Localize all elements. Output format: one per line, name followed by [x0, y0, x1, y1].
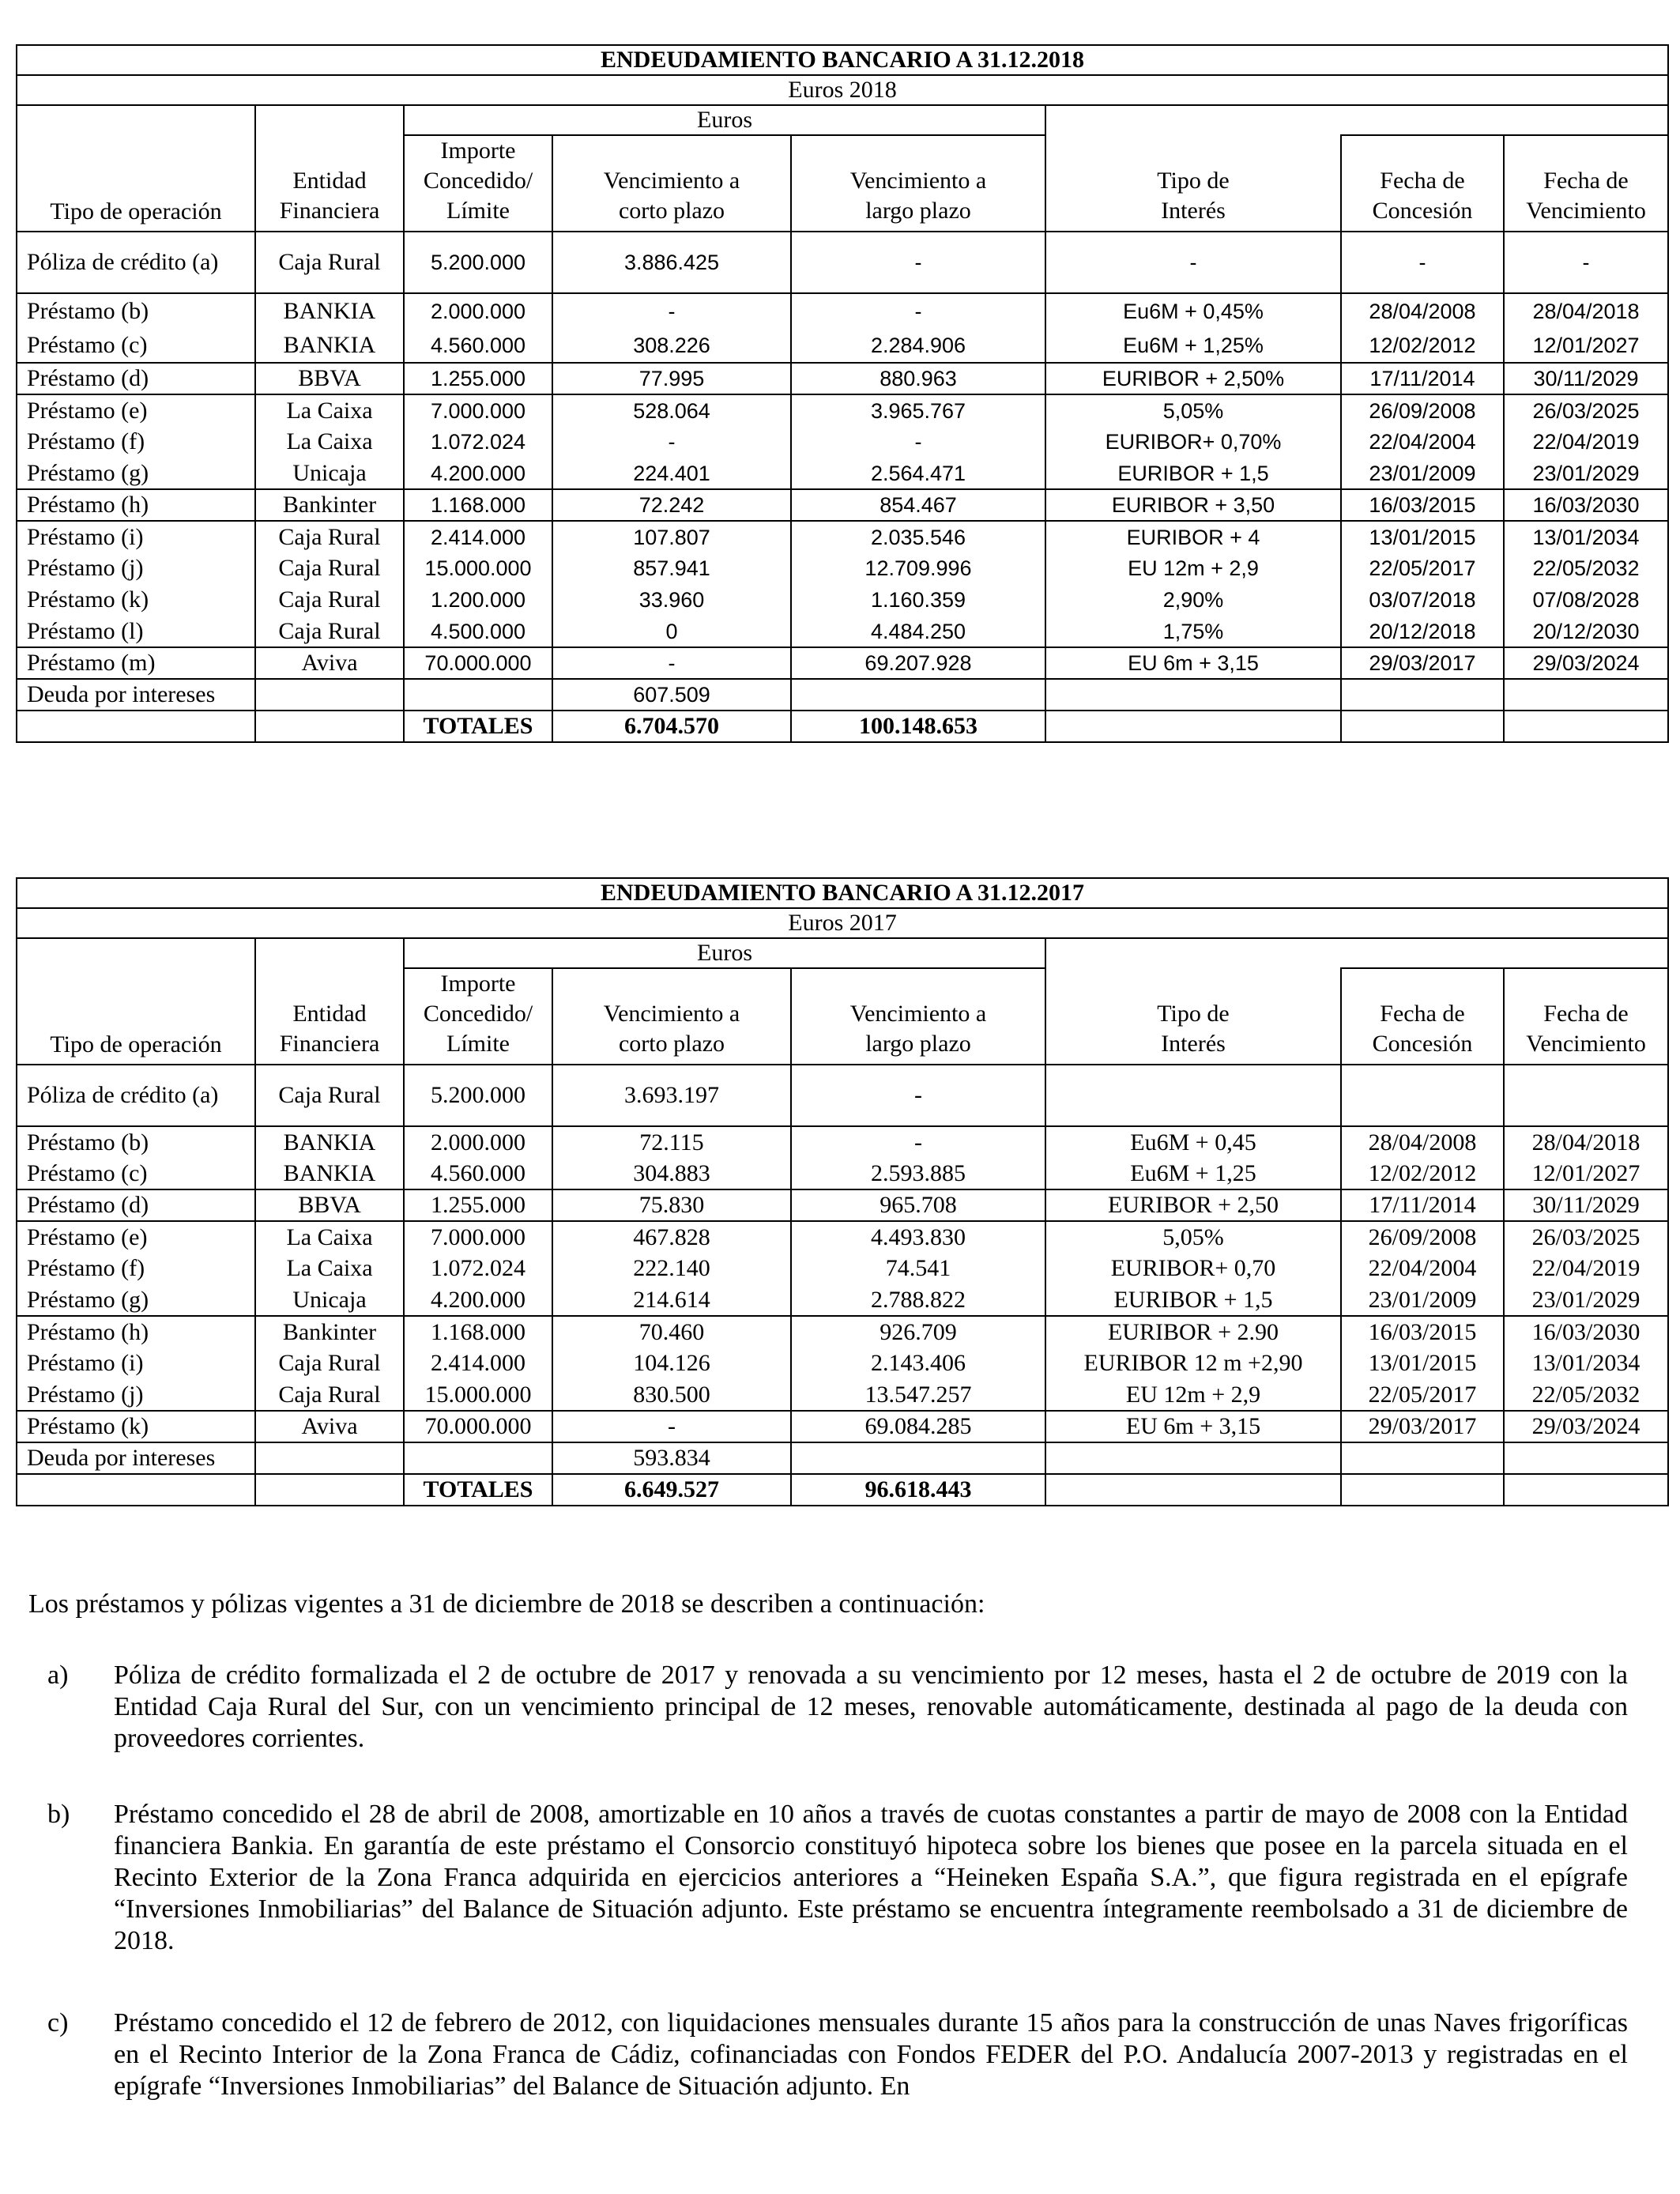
cell-interes: Eu6M + 0,45% [1045, 293, 1341, 328]
cell-importe: 15.000.000 [404, 552, 552, 584]
totales-label: TOTALES [404, 711, 552, 742]
cell-interes: EURIBOR+ 0,70 [1045, 1253, 1341, 1284]
cell-corto: 75.830 [552, 1189, 791, 1221]
cell-vencimiento: 22/05/2032 [1504, 552, 1668, 584]
cell-importe: 2.000.000 [404, 1126, 552, 1158]
cell-largo: 69.207.928 [791, 647, 1045, 679]
cell-vencimiento: 23/01/2029 [1504, 1284, 1668, 1316]
cell-corto: 224.401 [552, 458, 791, 489]
cell-op: Préstamo (h) [17, 489, 255, 521]
cell-entidad: Caja Rural [255, 1348, 404, 1379]
cell-vencimiento: 29/03/2024 [1504, 1411, 1668, 1442]
cell-entidad: La Caixa [255, 1221, 404, 1253]
cell-concesion: 26/09/2008 [1341, 394, 1504, 426]
cell-op: Préstamo (j) [17, 552, 255, 584]
cell-op: Préstamo (c) [17, 328, 255, 363]
header-entidad: Entidad Financiera [255, 938, 404, 1065]
cell-interes: EURIBOR + 2.90 [1045, 1316, 1341, 1348]
cell-corto: 70.460 [552, 1316, 791, 1348]
cell-interes: EURIBOR + 1,5 [1045, 1284, 1341, 1316]
cell-corto: 3.693.197 [552, 1065, 791, 1126]
cell-importe: 2.414.000 [404, 521, 552, 552]
cell-op: Préstamo (b) [17, 293, 255, 328]
cell-entidad: La Caixa [255, 394, 404, 426]
cell-importe: 15.000.000 [404, 1379, 552, 1411]
cell-importe: 5.200.000 [404, 232, 552, 293]
table-subtitle: Euros 2018 [17, 75, 1668, 105]
cell-entidad: BBVA [255, 363, 404, 394]
cell-entidad: Caja Rural [255, 552, 404, 584]
cell-largo: 2.593.885 [791, 1158, 1045, 1189]
cell-interes: Eu6M + 1,25% [1045, 328, 1341, 363]
cell-concesion: 22/05/2017 [1341, 552, 1504, 584]
cell-importe: 4.560.000 [404, 1158, 552, 1189]
cell-concesion: 22/04/2004 [1341, 426, 1504, 458]
header-vencimiento: Fecha de Vencimiento [1504, 135, 1668, 232]
cell-largo: 2.788.822 [791, 1284, 1045, 1316]
table-row [17, 426, 1668, 458]
cell-op: Préstamo (b) [17, 1126, 255, 1158]
cell-entidad: Caja Rural [255, 232, 404, 293]
cell-interes: EURIBOR + 2,50 [1045, 1189, 1341, 1221]
cell-corto: 33.960 [552, 584, 791, 616]
cell-entidad: Unicaja [255, 1284, 404, 1316]
table-row [17, 232, 1668, 293]
cell-largo: 2.564.471 [791, 458, 1045, 489]
cell-entidad: Bankinter [255, 489, 404, 521]
cell-interes: EURIBOR + 3,50 [1045, 489, 1341, 521]
table-row [17, 328, 1668, 363]
cell-vencimiento: 30/11/2029 [1504, 363, 1668, 394]
cell-largo: 965.708 [791, 1189, 1045, 1221]
cell-op: Póliza de crédito (a) [17, 1065, 255, 1126]
cell-corto: 107.807 [552, 521, 791, 552]
cell-entidad: BBVA [255, 1189, 404, 1221]
cell-concesion: 28/04/2008 [1341, 293, 1504, 328]
cell-corto: 0 [552, 616, 791, 647]
cell-entidad: Caja Rural [255, 616, 404, 647]
cell-vencimiento: - [1504, 232, 1668, 293]
totales-label: TOTALES [404, 1474, 552, 1506]
header-largo: Vencimiento a largo plazo [791, 135, 1045, 232]
cell-corto: 830.500 [552, 1379, 791, 1411]
cell-op: Préstamo (j) [17, 1379, 255, 1411]
total-largo: 100.148.653 [791, 711, 1045, 742]
cell-corto: 214.614 [552, 1284, 791, 1316]
cell-importe: 2.000.000 [404, 293, 552, 328]
header-blank [1045, 938, 1668, 968]
cell-importe: 4.560.000 [404, 328, 552, 363]
table-title: ENDEUDAMIENTO BANCARIO A 31.12.2018 [17, 45, 1668, 75]
cell-importe: 1.255.000 [404, 1189, 552, 1221]
cell-importe: 70.000.000 [404, 647, 552, 679]
cell-vencimiento: 22/05/2032 [1504, 1379, 1668, 1411]
header-tipo: Tipo de operación [17, 105, 255, 232]
table-title: ENDEUDAMIENTO BANCARIO A 31.12.2017 [17, 878, 1668, 908]
cell-op: Préstamo (i) [17, 521, 255, 552]
cell-entidad: Caja Rural [255, 1065, 404, 1126]
header-tipo: Tipo de operación [17, 938, 255, 1065]
cell-op: Préstamo (k) [17, 584, 255, 616]
table-2017 [16, 877, 1669, 1506]
table-row [17, 521, 1668, 552]
cell-entidad: Caja Rural [255, 584, 404, 616]
cell-vencimiento: 16/03/2030 [1504, 1316, 1668, 1348]
cell-corto: - [552, 647, 791, 679]
note-text: Préstamo concedido el 12 de febrero de 2012, con liquidaciones mensuales durante 15 años para la construcción de unas Naves frigoríficas en el Recinto Interior de la Zona Franca de Cádiz, cofinanciadas con Fondos FEDER del P.O. Andalucía 2007-2013 y registradas en el epígrafe “Inversiones Inmobiliarias” del Balance de Situación adjunto. En [114, 2008, 1628, 2101]
table-row [17, 1158, 1668, 1189]
cell-entidad: BANKIA [255, 1158, 404, 1189]
cell-interes: 5,05% [1045, 1221, 1341, 1253]
table-2018 [16, 44, 1669, 743]
cell-importe: 5.200.000 [404, 1065, 552, 1126]
note-b [47, 1799, 1628, 1957]
cell-concesion: 29/03/2017 [1341, 647, 1504, 679]
header-interes: Tipo de Interés [1045, 968, 1341, 1065]
cell-vencimiento: 13/01/2034 [1504, 1348, 1668, 1379]
cell-entidad: Unicaja [255, 458, 404, 489]
cell-op: Préstamo (e) [17, 1221, 255, 1253]
header-blank [1045, 105, 1668, 135]
cell-interes: EU 6m + 3,15 [1045, 647, 1341, 679]
note-text: Préstamo concedido el 28 de abril de 2008, amortizable en 10 años a través de cuotas constantes a partir de mayo de 2008 con la Entidad financiera Bankia. En garantía de este préstamo el Consorcio constituyó hipoteca sobre los bienes que posee en la parcela situada en el Recinto Exterior de la Zona Franca adquirida en ejercicios anteriores a “Heineken España S.A.”, que figura registrada en el epígrafe “Inversiones Inmobiliarias” del Balance de Situación adjunto. Este préstamo se encuentra íntegramente reembolsado a 31 de diciembre de 2018. [114, 1800, 1628, 1955]
note-a [47, 1660, 1628, 1755]
cell-concesion: 22/05/2017 [1341, 1379, 1504, 1411]
table-row [17, 1189, 1668, 1221]
cell-largo: 12.709.996 [791, 552, 1045, 584]
cell-vencimiento: 30/11/2029 [1504, 1189, 1668, 1221]
total-corto: 6.704.570 [552, 711, 791, 742]
cell-corto: 308.226 [552, 328, 791, 363]
cell-interes: EU 6m + 3,15 [1045, 1411, 1341, 1442]
cell-importe: 1.168.000 [404, 489, 552, 521]
cell-entidad: La Caixa [255, 1253, 404, 1284]
cell-corto: 77.995 [552, 363, 791, 394]
cell-corto: 857.941 [552, 552, 791, 584]
table-row [17, 616, 1668, 647]
header-concesion: Fecha de Concesión [1341, 135, 1504, 232]
cell-vencimiento: 16/03/2030 [1504, 489, 1668, 521]
cell-vencimiento: 26/03/2025 [1504, 1221, 1668, 1253]
cell-concesion: 16/03/2015 [1341, 1316, 1504, 1348]
cell-vencimiento: 07/08/2028 [1504, 584, 1668, 616]
cell-corto: 72.115 [552, 1126, 791, 1158]
header-euros: Euros [404, 105, 1045, 135]
deuda-corto: 593.834 [552, 1442, 791, 1474]
header-largo: Vencimiento a largo plazo [791, 968, 1045, 1065]
cell-concesion: 23/01/2009 [1341, 458, 1504, 489]
cell-entidad: Aviva [255, 1411, 404, 1442]
header-entidad: Entidad Financiera [255, 105, 404, 232]
note-label: c) [47, 2008, 69, 2038]
table-row [17, 1316, 1668, 1348]
deuda-label: Deuda por intereses [17, 1442, 255, 1474]
cell-corto: 104.126 [552, 1348, 791, 1379]
table-subtitle: Euros 2017 [17, 908, 1668, 938]
header-vencimiento: Fecha de Vencimiento [1504, 968, 1668, 1065]
cell-largo: 880.963 [791, 363, 1045, 394]
cell-entidad: La Caixa [255, 426, 404, 458]
cell-op: Préstamo (d) [17, 1189, 255, 1221]
deuda-corto: 607.509 [552, 679, 791, 711]
cell-concesion: 28/04/2008 [1341, 1126, 1504, 1158]
cell-concesion: 26/09/2008 [1341, 1221, 1504, 1253]
cell-importe: 7.000.000 [404, 394, 552, 426]
cell-interes: EU 12m + 2,9 [1045, 552, 1341, 584]
cell-interes: 1,75% [1045, 616, 1341, 647]
intro-text: Los préstamos y pólizas vigentes a 31 de diciembre de 2018 se describen a continuación: [28, 1589, 985, 1619]
cell-importe: 4.500.000 [404, 616, 552, 647]
note-label: b) [47, 1800, 70, 1829]
cell-concesion: 03/07/2018 [1341, 584, 1504, 616]
cell-vencimiento: 26/03/2025 [1504, 394, 1668, 426]
table-row [17, 1284, 1668, 1316]
cell-corto: - [552, 1411, 791, 1442]
cell-interes: EURIBOR 12 m +2,90 [1045, 1348, 1341, 1379]
cell-interes: 5,05% [1045, 394, 1341, 426]
table-row [17, 647, 1668, 679]
cell-corto: 467.828 [552, 1221, 791, 1253]
cell-concesion: - [1341, 232, 1504, 293]
cell-importe: 1.072.024 [404, 1253, 552, 1284]
cell-importe: 1.072.024 [404, 426, 552, 458]
cell-largo: 1.160.359 [791, 584, 1045, 616]
cell-interes: EU 12m + 2,9 [1045, 1379, 1341, 1411]
cell-corto: 528.064 [552, 394, 791, 426]
cell-op: Préstamo (f) [17, 1253, 255, 1284]
cell-importe: 1.168.000 [404, 1316, 552, 1348]
cell-op: Préstamo (l) [17, 616, 255, 647]
cell-concesion: 17/11/2014 [1341, 363, 1504, 394]
cell-importe: 4.200.000 [404, 458, 552, 489]
table-row [17, 293, 1668, 328]
cell-interes: Eu6M + 1,25 [1045, 1158, 1341, 1189]
cell-interes: EURIBOR + 1,5 [1045, 458, 1341, 489]
header-importe: Importe Concedido/ Límite [404, 135, 552, 232]
cell-op: Préstamo (m) [17, 647, 255, 679]
cell-interes: EURIBOR + 2,50% [1045, 363, 1341, 394]
cell-largo: 2.284.906 [791, 328, 1045, 363]
header-corto: Vencimiento a corto plazo [552, 135, 791, 232]
table-row [17, 1411, 1668, 1442]
note-label: a) [47, 1661, 69, 1690]
cell-largo: 74.541 [791, 1253, 1045, 1284]
table-row [17, 1379, 1668, 1411]
table-row [17, 458, 1668, 489]
cell-concesion: 12/02/2012 [1341, 1158, 1504, 1189]
note-text: Póliza de crédito formalizada el 2 de octubre de 2017 y renovada a su vencimiento por 12 meses, hasta el 2 de octubre de 2019 con la Entidad Caja Rural del Sur, con un vencimiento principal de 12 meses, renovable automáticamente, destinada al pago de la deuda con proveedores corrientes. [114, 1661, 1628, 1753]
table-row [17, 489, 1668, 521]
cell-op: Préstamo (h) [17, 1316, 255, 1348]
header-interes: Tipo de Interés [1045, 135, 1341, 232]
cell-largo: - [791, 1065, 1045, 1126]
cell-largo: 69.084.285 [791, 1411, 1045, 1442]
table-row [17, 394, 1668, 426]
cell-op: Préstamo (f) [17, 426, 255, 458]
cell-corto: 222.140 [552, 1253, 791, 1284]
cell-corto: 3.886.425 [552, 232, 791, 293]
table-row [17, 584, 1668, 616]
cell-importe: 2.414.000 [404, 1348, 552, 1379]
cell-largo: - [791, 293, 1045, 328]
cell-vencimiento: 23/01/2029 [1504, 458, 1668, 489]
cell-importe: 4.200.000 [404, 1284, 552, 1316]
cell-corto: - [552, 426, 791, 458]
deuda-label: Deuda por intereses [17, 679, 255, 711]
cell-interes: EURIBOR+ 0,70% [1045, 426, 1341, 458]
cell-concesion: 13/01/2015 [1341, 521, 1504, 552]
cell-op: Préstamo (k) [17, 1411, 255, 1442]
header-importe: Importe Concedido/ Límite [404, 968, 552, 1065]
cell-op: Préstamo (i) [17, 1348, 255, 1379]
cell-vencimiento: 22/04/2019 [1504, 426, 1668, 458]
cell-vencimiento: 28/04/2018 [1504, 293, 1668, 328]
table-row [17, 1065, 1668, 1126]
table-row [17, 552, 1668, 584]
cell-importe: 1.200.000 [404, 584, 552, 616]
cell-largo: 2.143.406 [791, 1348, 1045, 1379]
cell-largo: 13.547.257 [791, 1379, 1045, 1411]
cell-op: Préstamo (g) [17, 458, 255, 489]
cell-vencimiento: 12/01/2027 [1504, 1158, 1668, 1189]
cell-importe: 7.000.000 [404, 1221, 552, 1253]
cell-corto: - [552, 293, 791, 328]
cell-interes: EURIBOR + 4 [1045, 521, 1341, 552]
cell-interes: - [1045, 232, 1341, 293]
cell-concesion: 22/04/2004 [1341, 1253, 1504, 1284]
cell-interes: Eu6M + 0,45 [1045, 1126, 1341, 1158]
cell-op: Préstamo (e) [17, 394, 255, 426]
cell-corto: 304.883 [552, 1158, 791, 1189]
cell-largo: - [791, 426, 1045, 458]
cell-entidad: BANKIA [255, 328, 404, 363]
cell-entidad: Caja Rural [255, 521, 404, 552]
cell-entidad: Aviva [255, 647, 404, 679]
header-concesion: Fecha de Concesión [1341, 968, 1504, 1065]
cell-interes: 2,90% [1045, 584, 1341, 616]
cell-concesion: 23/01/2009 [1341, 1284, 1504, 1316]
cell-vencimiento: 13/01/2034 [1504, 521, 1668, 552]
cell-vencimiento: 20/12/2030 [1504, 616, 1668, 647]
cell-entidad: BANKIA [255, 1126, 404, 1158]
header-euros: Euros [404, 938, 1045, 968]
cell-entidad: Caja Rural [255, 1379, 404, 1411]
cell-largo: 926.709 [791, 1316, 1045, 1348]
table-row [17, 1348, 1668, 1379]
cell-corto: 72.242 [552, 489, 791, 521]
cell-concesion: 17/11/2014 [1341, 1189, 1504, 1221]
cell-vencimiento: 29/03/2024 [1504, 647, 1668, 679]
cell-largo: 2.035.546 [791, 521, 1045, 552]
cell-op: Préstamo (g) [17, 1284, 255, 1316]
total-largo: 96.618.443 [791, 1474, 1045, 1506]
note-c [47, 2007, 1628, 2102]
cell-importe: 1.255.000 [404, 363, 552, 394]
cell-concesion: 12/02/2012 [1341, 328, 1504, 363]
cell-largo: 854.467 [791, 489, 1045, 521]
cell-importe: 70.000.000 [404, 1411, 552, 1442]
cell-concesion: 13/01/2015 [1341, 1348, 1504, 1379]
cell-largo: 3.965.767 [791, 394, 1045, 426]
cell-op: Póliza de crédito (a) [17, 232, 255, 293]
cell-largo: 4.484.250 [791, 616, 1045, 647]
table-row [17, 1253, 1668, 1284]
cell-op: Préstamo (d) [17, 363, 255, 394]
cell-vencimiento: 12/01/2027 [1504, 328, 1668, 363]
table-row [17, 1221, 1668, 1253]
cell-vencimiento: 22/04/2019 [1504, 1253, 1668, 1284]
cell-vencimiento: 28/04/2018 [1504, 1126, 1668, 1158]
table-row [17, 1126, 1668, 1158]
total-corto: 6.649.527 [552, 1474, 791, 1506]
cell-largo: - [791, 232, 1045, 293]
cell-concesion: 29/03/2017 [1341, 1411, 1504, 1442]
cell-op: Préstamo (c) [17, 1158, 255, 1189]
cell-largo: - [791, 1126, 1045, 1158]
cell-entidad: Bankinter [255, 1316, 404, 1348]
cell-concesion: 20/12/2018 [1341, 616, 1504, 647]
cell-concesion: 16/03/2015 [1341, 489, 1504, 521]
cell-largo: 4.493.830 [791, 1221, 1045, 1253]
table-row [17, 363, 1668, 394]
cell-entidad: BANKIA [255, 293, 404, 328]
header-corto: Vencimiento a corto plazo [552, 968, 791, 1065]
